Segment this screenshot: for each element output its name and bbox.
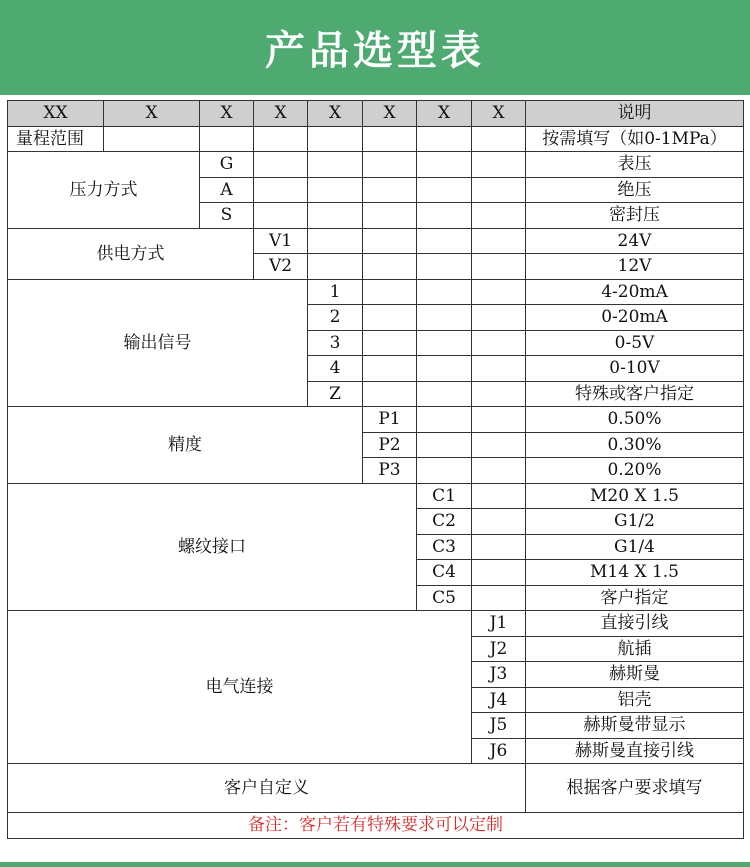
- empty-cell: [472, 509, 526, 535]
- empty-cell: [363, 305, 417, 331]
- accuracy-code: P3: [363, 458, 417, 484]
- electrical-desc: 航插: [526, 636, 744, 662]
- electrical-desc: 赫斯曼直接引线: [526, 738, 744, 764]
- output-desc: 0-10V: [526, 356, 744, 382]
- output-code: 3: [308, 330, 363, 356]
- empty-cell: [472, 432, 526, 458]
- output-code: Z: [308, 381, 363, 407]
- note-text: 备注：客户若有特殊要求可以定制: [8, 813, 744, 839]
- empty-cell: [254, 177, 308, 203]
- empty-cell: [417, 381, 472, 407]
- empty-cell: [308, 152, 363, 178]
- empty-cell: [472, 228, 526, 254]
- empty-cell: [472, 458, 526, 484]
- range-description: 按需填写（如0-1MPa）: [526, 126, 744, 152]
- electrical-desc: 直接引线: [526, 611, 744, 637]
- empty-cell: [363, 381, 417, 407]
- table-row: [8, 279, 744, 305]
- empty-cell: [363, 279, 417, 305]
- empty-cell: [472, 356, 526, 382]
- table-header-row: [8, 101, 744, 127]
- table-row: [8, 152, 744, 178]
- empty-cell: [363, 254, 417, 280]
- electrical-label: 电气连接: [8, 611, 472, 764]
- header-cell: X: [417, 101, 472, 127]
- empty-cell: [363, 203, 417, 229]
- header-cell: XX: [8, 101, 104, 127]
- empty-cell: [417, 177, 472, 203]
- page-title: 产品选型表: [265, 28, 485, 74]
- empty-cell: [417, 407, 472, 433]
- output-desc: 4-20mA: [526, 279, 744, 305]
- header-cell: X: [472, 101, 526, 127]
- empty-cell: [363, 177, 417, 203]
- output-desc: 特殊或客户指定: [526, 381, 744, 407]
- empty-cell: [363, 152, 417, 178]
- power-desc: 24V: [526, 228, 744, 254]
- output-code: 2: [308, 305, 363, 331]
- pressure-desc: 密封压: [526, 203, 744, 229]
- accuracy-desc: 0.20%: [526, 458, 744, 484]
- empty-cell: [472, 305, 526, 331]
- product-selection-table: [7, 100, 744, 839]
- thread-code: C1: [417, 483, 472, 509]
- empty-cell: [417, 126, 472, 152]
- electrical-code: J4: [472, 687, 526, 713]
- output-code: 4: [308, 356, 363, 382]
- thread-desc: G1/2: [526, 509, 744, 535]
- empty-cell: [417, 203, 472, 229]
- accuracy-desc: 0.50%: [526, 407, 744, 433]
- electrical-code: J5: [472, 713, 526, 739]
- empty-cell: [472, 483, 526, 509]
- bottom-bar: [0, 862, 750, 867]
- empty-cell: [472, 534, 526, 560]
- pressure-label: 压力方式: [8, 152, 200, 229]
- empty-cell: [417, 152, 472, 178]
- table-row-custom: [8, 764, 744, 813]
- empty-cell: [308, 254, 363, 280]
- electrical-code: J3: [472, 662, 526, 688]
- header-cell: X: [104, 101, 200, 127]
- power-label: 供电方式: [8, 228, 254, 279]
- empty-cell: [472, 177, 526, 203]
- pressure-desc: 表压: [526, 152, 744, 178]
- empty-cell: [472, 126, 526, 152]
- empty-cell: [472, 381, 526, 407]
- empty-cell: [254, 152, 308, 178]
- empty-cell: [417, 279, 472, 305]
- thread-desc: 客户指定: [526, 585, 744, 611]
- electrical-desc: 赫斯曼: [526, 662, 744, 688]
- empty-cell: [417, 432, 472, 458]
- power-code: V2: [254, 254, 308, 280]
- accuracy-label: 精度: [8, 407, 363, 484]
- header-cell: X: [254, 101, 308, 127]
- electrical-code: J2: [472, 636, 526, 662]
- empty-cell: [308, 203, 363, 229]
- empty-cell: [472, 152, 526, 178]
- thread-desc: M14 X 1.5: [526, 560, 744, 586]
- output-desc: 0-5V: [526, 330, 744, 356]
- range-label: 量程范围: [8, 126, 104, 152]
- custom-label: 客户自定义: [8, 764, 526, 813]
- empty-cell: [472, 407, 526, 433]
- header-cell-description: 说明: [526, 101, 744, 127]
- empty-cell: [254, 203, 308, 229]
- thread-label: 螺纹接口: [8, 483, 417, 611]
- table-row: [8, 407, 744, 433]
- empty-cell: [472, 279, 526, 305]
- thread-code: C3: [417, 534, 472, 560]
- empty-cell: [472, 585, 526, 611]
- pressure-desc: 绝压: [526, 177, 744, 203]
- electrical-desc: 赫斯曼带显示: [526, 713, 744, 739]
- header-cell: X: [363, 101, 417, 127]
- table-row: [8, 483, 744, 509]
- empty-cell: [472, 560, 526, 586]
- empty-cell: [308, 126, 363, 152]
- empty-cell: [472, 203, 526, 229]
- table-row-note: [8, 813, 744, 839]
- electrical-code: J6: [472, 738, 526, 764]
- table-row: [8, 228, 744, 254]
- output-label: 输出信号: [8, 279, 308, 407]
- thread-code: C4: [417, 560, 472, 586]
- empty-cell: [363, 330, 417, 356]
- accuracy-desc: 0.30%: [526, 432, 744, 458]
- empty-cell: [200, 126, 254, 152]
- selection-table-wrapper: [7, 100, 744, 839]
- thread-desc: M20 X 1.5: [526, 483, 744, 509]
- power-desc: 12V: [526, 254, 744, 280]
- pressure-code: A: [200, 177, 254, 203]
- empty-cell: [417, 458, 472, 484]
- table-row: [8, 611, 744, 637]
- empty-cell: [363, 126, 417, 152]
- pressure-code: G: [200, 152, 254, 178]
- pressure-code: S: [200, 203, 254, 229]
- empty-cell: [417, 356, 472, 382]
- thread-code: C2: [417, 509, 472, 535]
- header-cell: X: [308, 101, 363, 127]
- empty-cell: [308, 228, 363, 254]
- empty-cell: [308, 177, 363, 203]
- output-desc: 0-20mA: [526, 305, 744, 331]
- empty-cell: [417, 305, 472, 331]
- power-code: V1: [254, 228, 308, 254]
- header-banner: [0, 0, 750, 95]
- electrical-code: J1: [472, 611, 526, 637]
- empty-cell: [472, 254, 526, 280]
- header-cell: X: [200, 101, 254, 127]
- custom-desc: 根据客户要求填写: [526, 764, 744, 813]
- empty-cell: [472, 330, 526, 356]
- empty-cell: [417, 330, 472, 356]
- table-row-range: [8, 126, 744, 152]
- accuracy-code: P2: [363, 432, 417, 458]
- thread-code: C5: [417, 585, 472, 611]
- empty-cell: [104, 126, 200, 152]
- empty-cell: [363, 228, 417, 254]
- accuracy-code: P1: [363, 407, 417, 433]
- empty-cell: [254, 126, 308, 152]
- thread-desc: G1/4: [526, 534, 744, 560]
- empty-cell: [417, 254, 472, 280]
- electrical-desc: 铝壳: [526, 687, 744, 713]
- output-code: 1: [308, 279, 363, 305]
- empty-cell: [363, 356, 417, 382]
- empty-cell: [417, 228, 472, 254]
